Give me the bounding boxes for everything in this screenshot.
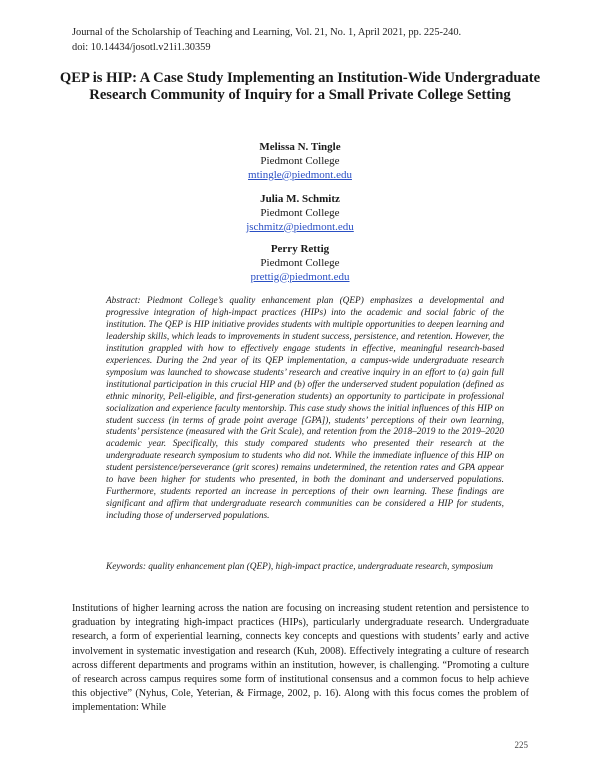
author-email-link[interactable]: jschmitz@piedmont.edu	[246, 220, 354, 233]
author-name: Perry Rettig	[270, 243, 330, 255]
author-block	[100, 243, 500, 284]
author-name: Melissa N. Tingle	[259, 141, 341, 153]
page-number: 225	[514, 740, 528, 750]
journal-header	[72, 25, 542, 55]
author-affiliation: Piedmont College	[260, 256, 340, 269]
keywords: Keywords: quality enhancement plan (QEP), high-impact practice, undergraduate research, symposium	[106, 562, 493, 572]
author-name: Julia M. Schmitz	[260, 193, 340, 205]
author-affiliation: Piedmont College	[260, 154, 340, 167]
author-affiliation: Piedmont College	[260, 206, 340, 219]
author-block	[100, 193, 500, 234]
body-paragraph: Institutions of higher learning across the nation are focusing on increasing student retention and persistence to graduation by integrating high-impact practices (HIPs), particularly undergraduate research. Undergraduate research, a form of experiential learning, connects key concepts and questions with students’ early and active involvement in systematic investigation and research (Kuh, 2008). Effectively integrating a culture of research across different departments and programs within an institution, however, is challenging. “Promoting a culture of research across campus requires some form of institutional consensus and a common focus to help achieve this objective” (Nyhus, Cole, Yeterian, & Firmage, 2002, p. 16). Along with this focus comes the problem of implementation: While	[72, 603, 529, 714]
doi: doi: 10.14434/josotl.v21i1.30359	[72, 42, 211, 53]
author-email-link[interactable]: prettig@piedmont.edu	[250, 270, 350, 283]
author-block	[100, 141, 500, 182]
author-email-link[interactable]: mtingle@piedmont.edu	[248, 168, 352, 181]
paper-title: QEP is HIP: A Case Study Implementing an Institution-Wide Undergraduate Research Community of Inquiry for a Small Private College Setting	[59, 70, 541, 103]
journal-citation: Journal of the Scholarship of Teaching and Learning, Vol. 21, No. 1, April 2021, pp. 225-240.	[72, 27, 462, 38]
abstract: Abstract: Piedmont College’s quality enhancement plan (QEP) emphasizes a developmental and progressive integration of high-impact practices (HIPs) into the academic and social fabric of the institution. The QEP is HIP initiative provides students with multiple opportunities to deepen learning and leadership skills, which leads to improvements in student success, persistence, and retention. However, the institution grappled with how to effectively engage students in effective, meaningful research-based experiences. During the 2nd year of its QEP implementation, a campus-wide undergraduate research symposium was launched to showcase students’ research and creative inquiry in an effort to (a) gain full institutional participation in this crucial HIP and (b) offer the underserved student population (defined as ethnic minority, Pell-eligible, and first-generation students) an opportunity to participate in professional socialization and experience faculty mentorship. This case study shows the initial influences of this HIP on student success (in terms of grade point average [GPA]), students’ perceptions of their own learning, students’ persistence (measured with the Grit Scale), and retention from the 2018–2019 to the 2019–2020 academic year. Specifically, this study compared students who presented their research at the undergraduate research symposium to students who did not. While the immediate influence of this HIP on student persistence/perseverance (grit scores) remains undetermined, the retention rates and GPA appear to have been higher for students who presented, in both the dominant and underserved populations. Furthermore, students reported an increase in perceptions of their own learning. These findings are significant and affirm that undergraduate research communities can be considered a HIP for students, including those of underserved populations.	[106, 296, 504, 522]
